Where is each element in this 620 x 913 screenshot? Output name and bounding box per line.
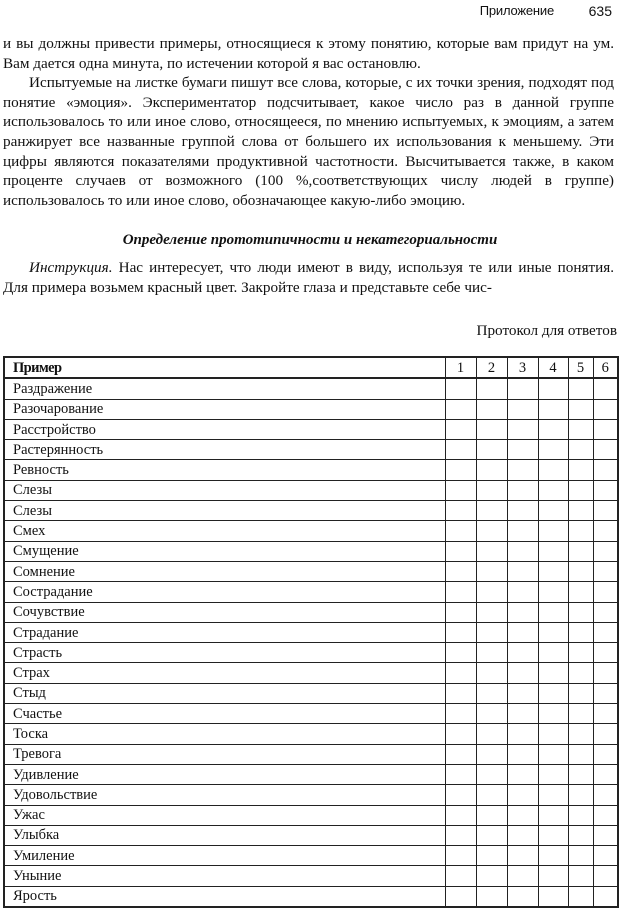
answer-cell [476, 378, 507, 399]
answer-cell [568, 886, 593, 907]
answer-cell [476, 866, 507, 886]
answer-cell [445, 866, 476, 886]
answer-cell [476, 724, 507, 744]
table-row [4, 785, 618, 805]
table-row [4, 602, 618, 622]
answer-cell [568, 643, 593, 663]
answer-cell [476, 825, 507, 845]
answer-cell [476, 480, 507, 500]
answer-cell [538, 643, 568, 663]
row-label: Расстройство [4, 419, 445, 439]
table-row [4, 886, 618, 907]
answer-cell [568, 440, 593, 460]
header-column-5: 5 [568, 357, 593, 378]
answer-cell [445, 541, 476, 561]
answer-cell [538, 805, 568, 825]
header-column-4: 4 [538, 357, 568, 378]
protocol-caption: Протокол для ответов [476, 322, 617, 339]
answer-cell [476, 886, 507, 907]
answer-cell [445, 663, 476, 683]
table-row [4, 866, 618, 886]
answer-cell [538, 501, 568, 521]
table-row [4, 683, 618, 703]
row-label: Уныние [4, 866, 445, 886]
row-label: Слезы [4, 501, 445, 521]
answer-cell [507, 541, 538, 561]
answer-cell [593, 744, 618, 764]
answer-cell [476, 663, 507, 683]
answer-cell [445, 764, 476, 784]
table-row [4, 805, 618, 825]
answer-cell [507, 663, 538, 683]
row-label: Смущение [4, 541, 445, 561]
answer-cell [476, 541, 507, 561]
answer-cell [507, 501, 538, 521]
answer-cell [568, 785, 593, 805]
answer-cell [568, 602, 593, 622]
table-row [4, 622, 618, 642]
table-row [4, 419, 618, 439]
answer-cell [445, 602, 476, 622]
answer-cell [445, 643, 476, 663]
answer-cell [538, 582, 568, 602]
table-row [4, 541, 618, 561]
answer-cell [593, 622, 618, 642]
answer-cell [593, 460, 618, 480]
row-label: Счастье [4, 704, 445, 724]
answer-cell [507, 561, 538, 581]
answer-cell [593, 805, 618, 825]
answer-cell [445, 501, 476, 521]
answer-cell [445, 460, 476, 480]
row-label: Удивление [4, 764, 445, 784]
row-label: Растерянность [4, 440, 445, 460]
table-row [4, 663, 618, 683]
answer-cell [593, 724, 618, 744]
answer-cell [538, 440, 568, 460]
answer-cell [507, 866, 538, 886]
row-label: Удовольствие [4, 785, 445, 805]
answer-cell [507, 440, 538, 460]
answer-cell [593, 764, 618, 784]
answer-cell [568, 480, 593, 500]
header-example: Пример [4, 357, 445, 378]
answer-cell [568, 622, 593, 642]
answer-cell [568, 561, 593, 581]
answer-cell [476, 704, 507, 724]
answer-cell [445, 419, 476, 439]
answer-cell [538, 561, 568, 581]
answer-cell [568, 704, 593, 724]
answer-cell [593, 480, 618, 500]
table-row [4, 846, 618, 866]
answer-cell [507, 480, 538, 500]
answer-cell [507, 744, 538, 764]
answer-cell [476, 846, 507, 866]
answer-cell [445, 480, 476, 500]
answer-cell [445, 582, 476, 602]
answer-cell [593, 419, 618, 439]
answer-cell [507, 724, 538, 744]
answer-cell [507, 805, 538, 825]
answer-cell [538, 602, 568, 622]
answer-cell [593, 846, 618, 866]
answer-cell [538, 480, 568, 500]
answer-cell [445, 744, 476, 764]
answer-cell [593, 643, 618, 663]
answer-cell [445, 521, 476, 541]
table-row [4, 480, 618, 500]
answer-cell [568, 724, 593, 744]
answer-cell [568, 805, 593, 825]
answer-cell [445, 724, 476, 744]
table-row [4, 764, 618, 784]
answer-cell [507, 846, 538, 866]
table-row [4, 440, 618, 460]
answer-cell [568, 501, 593, 521]
answer-cell [568, 521, 593, 541]
answer-cell [476, 785, 507, 805]
row-label: Сомнение [4, 561, 445, 581]
answer-cell [445, 378, 476, 399]
row-label: Сочувствие [4, 602, 445, 622]
answer-cell [476, 764, 507, 784]
row-label: Ревность [4, 460, 445, 480]
protocol-header-row [4, 357, 618, 378]
answer-cell [476, 440, 507, 460]
answer-cell [476, 460, 507, 480]
row-label: Страсть [4, 643, 445, 663]
protocol-table [3, 356, 619, 908]
answer-cell [593, 663, 618, 683]
answer-cell [593, 378, 618, 399]
answer-cell [476, 744, 507, 764]
answer-cell [538, 460, 568, 480]
answer-cell [445, 846, 476, 866]
answer-cell [568, 541, 593, 561]
answer-cell [538, 663, 568, 683]
row-label: Стыд [4, 683, 445, 703]
answer-cell [445, 440, 476, 460]
answer-cell [445, 825, 476, 845]
header-column-1: 1 [445, 357, 476, 378]
answer-cell [445, 399, 476, 419]
answer-cell [568, 866, 593, 886]
instruction-lead: Инструкция. [29, 259, 113, 276]
answer-cell [476, 805, 507, 825]
row-label: Разочарование [4, 399, 445, 419]
answer-cell [538, 764, 568, 784]
table-row [4, 378, 618, 399]
answer-cell [593, 501, 618, 521]
answer-cell [445, 886, 476, 907]
answer-cell [507, 521, 538, 541]
table-row [4, 399, 618, 419]
answer-cell [593, 440, 618, 460]
answer-cell [568, 846, 593, 866]
row-label: Ужас [4, 805, 445, 825]
answer-cell [507, 622, 538, 642]
answer-cell [538, 622, 568, 642]
table-row [4, 460, 618, 480]
answer-cell [507, 582, 538, 602]
answer-cell [476, 561, 507, 581]
table-row [4, 704, 618, 724]
answer-cell [593, 886, 618, 907]
table-row [4, 582, 618, 602]
answer-cell [538, 399, 568, 419]
answer-cell [568, 764, 593, 784]
answer-cell [538, 785, 568, 805]
answer-cell [476, 582, 507, 602]
answer-cell [593, 825, 618, 845]
answer-cell [445, 683, 476, 703]
answer-cell [538, 521, 568, 541]
answer-cell [568, 683, 593, 703]
row-label: Сострадание [4, 582, 445, 602]
answer-cell [445, 785, 476, 805]
table-row [4, 643, 618, 663]
row-label: Улыбка [4, 825, 445, 845]
answer-cell [507, 602, 538, 622]
answer-cell [476, 521, 507, 541]
answer-cell [538, 683, 568, 703]
answer-cell [507, 643, 538, 663]
row-label: Раздражение [4, 378, 445, 399]
answer-cell [507, 764, 538, 784]
answer-cell [568, 419, 593, 439]
instruction-text: Нас интересует, что люди имеют в виду, используя те или иные понятия. Для примера возьмем красный цвет. Закройте глаза и представьте себе чис- [3, 259, 614, 296]
answer-cell [568, 399, 593, 419]
answer-cell [507, 683, 538, 703]
answer-cell [445, 805, 476, 825]
answer-cell [568, 663, 593, 683]
answer-cell [507, 886, 538, 907]
header-column-2: 2 [476, 357, 507, 378]
running-header-section: Приложение [479, 3, 554, 18]
answer-cell [507, 419, 538, 439]
row-label: Ярость [4, 886, 445, 907]
answer-cell [538, 744, 568, 764]
header-column-6: 6 [593, 357, 618, 378]
row-label: Страх [4, 663, 445, 683]
paragraph-2: Испытуемые на листке бумаги пишут все слова, которые, с их точки зрения, подходят под понятие «эмоция». Экспериментатор подсчитывает, какое число раз в данной группе использовалось то или иное слово, относящееся, по мнению испытуемых, к эмоциям, а затем ранжирует все названные группой слова от большего их использования к меньшему. Эти цифры являются показателями продуктивной частотности. Высчитывается также, в каком проценте случаев от возможного (100 %,соответствующих числу людей в группе) использовалось то или иное слово, обозначающее какую-либо эмоцию. [3, 74, 614, 209]
answer-cell [476, 622, 507, 642]
answer-cell [476, 602, 507, 622]
answer-cell [593, 541, 618, 561]
answer-cell [538, 419, 568, 439]
table-row [4, 561, 618, 581]
row-label: Страдание [4, 622, 445, 642]
instruction-paragraph [3, 258, 614, 297]
table-row [4, 501, 618, 521]
answer-cell [507, 825, 538, 845]
answer-cell [445, 622, 476, 642]
answer-cell [593, 683, 618, 703]
header-column-3: 3 [507, 357, 538, 378]
answer-cell [538, 724, 568, 744]
answer-cell [593, 866, 618, 886]
answer-cell [445, 561, 476, 581]
answer-cell [507, 378, 538, 399]
answer-cell [538, 541, 568, 561]
answer-cell [593, 602, 618, 622]
running-header [0, 3, 614, 21]
answer-cell [593, 582, 618, 602]
answer-cell [538, 886, 568, 907]
answer-cell [593, 561, 618, 581]
answer-cell [593, 785, 618, 805]
answer-cell [568, 582, 593, 602]
table-row [4, 744, 618, 764]
answer-cell [593, 704, 618, 724]
paragraph-1: и вы должны привести примеры, относящиеся к этому понятию, которые вам придут на ум. Вам дается одна минута, по истечении которой я вас остановлю. [3, 35, 614, 72]
row-label: Умиление [4, 846, 445, 866]
row-label: Смех [4, 521, 445, 541]
answer-cell [507, 785, 538, 805]
answer-cell [568, 744, 593, 764]
protocol-body [4, 378, 618, 907]
answer-cell [476, 419, 507, 439]
answer-cell [538, 825, 568, 845]
row-label: Слезы [4, 480, 445, 500]
answer-cell [507, 704, 538, 724]
answer-cell [445, 704, 476, 724]
answer-cell [507, 460, 538, 480]
answer-cell [538, 866, 568, 886]
table-row [4, 825, 618, 845]
answer-cell [538, 378, 568, 399]
answer-cell [476, 399, 507, 419]
answer-cell [568, 378, 593, 399]
answer-cell [593, 521, 618, 541]
row-label: Тоска [4, 724, 445, 744]
answer-cell [476, 643, 507, 663]
table-row [4, 724, 618, 744]
answer-cell [593, 399, 618, 419]
row-label: Тревога [4, 744, 445, 764]
body-text [3, 34, 614, 210]
page-number: 635 [588, 3, 612, 19]
answer-cell [568, 460, 593, 480]
table-row [4, 521, 618, 541]
answer-cell [538, 704, 568, 724]
answer-cell [476, 501, 507, 521]
answer-cell [538, 846, 568, 866]
section-heading: Определение прототипичности и некатегориальности [122, 232, 498, 248]
answer-cell [507, 399, 538, 419]
answer-cell [476, 683, 507, 703]
answer-cell [568, 825, 593, 845]
